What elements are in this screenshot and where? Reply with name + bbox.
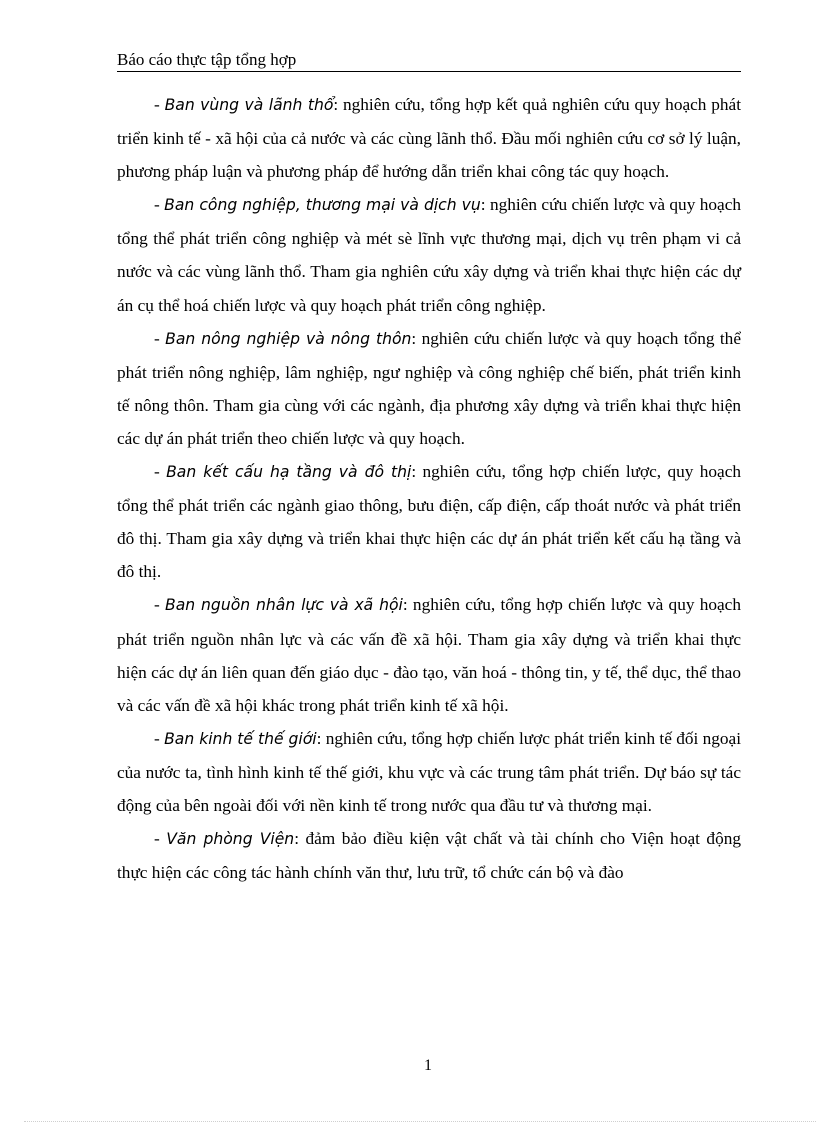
department-name: Ban nông nghiệp và nông thôn [165, 329, 412, 348]
paragraph-van-phong-vien [117, 822, 741, 889]
paragraph-body: : nghiên cứu chiến lược và quy hoạch tổng thể phát triển nông nghiệp, lâm nghiệp, ngư nghiệp và công nghiệp chế biến, phát triển kinh tế nông thôn. Tham gia cùng với các ngành, địa phương xây dựng và triển khai thực hiện các dự án phát triển theo chiến lược và quy hoạch. [117, 328, 741, 448]
paragraph-body: : nghiên cứu chiến lược và quy hoạch tổng thể phát triển công nghiệp và mét sè lĩnh vực thương mại, dịch vụ trên phạm vi cả nước và các vùng lãnh thổ. Tham gia nghiên cứu xây dựng và triển khai thực hiện các dự án cụ thể hoá chiến lược và quy hoạch phát triển công nghiệp. [117, 195, 741, 315]
department-name: Ban vùng và lãnh thổ [164, 96, 334, 114]
paragraph-ban-kinh-te-the-gioi [117, 722, 741, 822]
paragraph-lead: - [154, 328, 166, 348]
paragraph-lead: - [154, 95, 165, 114]
paragraph-lead: - [154, 195, 165, 215]
department-name: Ban công nghiệp, thương mại và dịch vụ [164, 196, 481, 215]
department-name: Văn phòng Viện [166, 830, 295, 849]
paragraph-ban-vung [117, 88, 741, 188]
paragraph-ban-nong-nghiep [117, 322, 741, 455]
page-header [117, 49, 741, 72]
department-name: Ban kinh tế thế giới [164, 729, 317, 748]
paragraph-lead: - [154, 595, 166, 615]
document-body [117, 88, 741, 889]
paragraph-body: : nghiên cứu, tổng hợp chiến lược và quy hoạch phát triển nguồn nhân lực và các vấn đề xã hội. Tham gia xây dựng và triển khai thực hiện các dự án liên quan đến giáo dục - đào tạo, văn hoá - thông tin, y tế, thể dục, thể thao và các vấn đề xã hội khác trong phát triển kinh tế xã hội. [117, 595, 741, 715]
paragraph-ban-cong-nghiep [117, 188, 741, 321]
paragraph-lead: - [154, 829, 167, 849]
page-bottom-rule [24, 1121, 816, 1122]
paragraph-body: : nghiên cứu, tổng hợp chiến lược, quy hoạch tổng thể phát triển các ngành giao thông, bưu điện, cấp điện, cấp thoát nước và phát triển đô thị. Tham gia xây dựng và triển khai thực hiện các dự án phát triển kết cấu hạ tầng và đô thị. [117, 462, 742, 582]
page-number: 1 [424, 1057, 432, 1074]
paragraph-ban-ket-cau [117, 455, 741, 588]
department-name: Ban kết cấu hạ tầng và đô thị [166, 463, 412, 482]
department-name: Ban nguồn nhân lực và xã hội [165, 596, 403, 615]
paragraph-body: : nghiên cứu, tổng hợp kết quả nghiên cứu quy hoạch phát triển kinh tế - xã hội của cả nước và các cùng lãnh thổ. Đầu mối nghiên cứu cơ sở lý luận, phương pháp luận và phương pháp để hướng dẫn triển khai công tác quy hoạch. [117, 95, 742, 182]
header-title: Báo cáo thực tập tổng hợp [117, 50, 297, 69]
paragraph-body: : đảm bảo điều kiện vật chất và tài chính cho Viện hoạt động thực hiện các công tác hành chính văn thư, lưu trữ, tổ chức cán bộ và đào [117, 829, 741, 883]
paragraph-ban-nguon-nhan-luc [117, 588, 741, 721]
paragraph-lead: - [154, 462, 167, 482]
paragraph-body: : nghiên cứu, tổng hợp chiến lược phát triển kinh tế đối ngoại của nước ta, tình hình kinh tế thế giới, khu vực và các trung tâm phát triển. Dự báo sự tác động của bên ngoài đối với nền kinh tế trong nước qua đầu tư và thương mại. [117, 728, 742, 815]
paragraph-lead: - [154, 728, 165, 748]
